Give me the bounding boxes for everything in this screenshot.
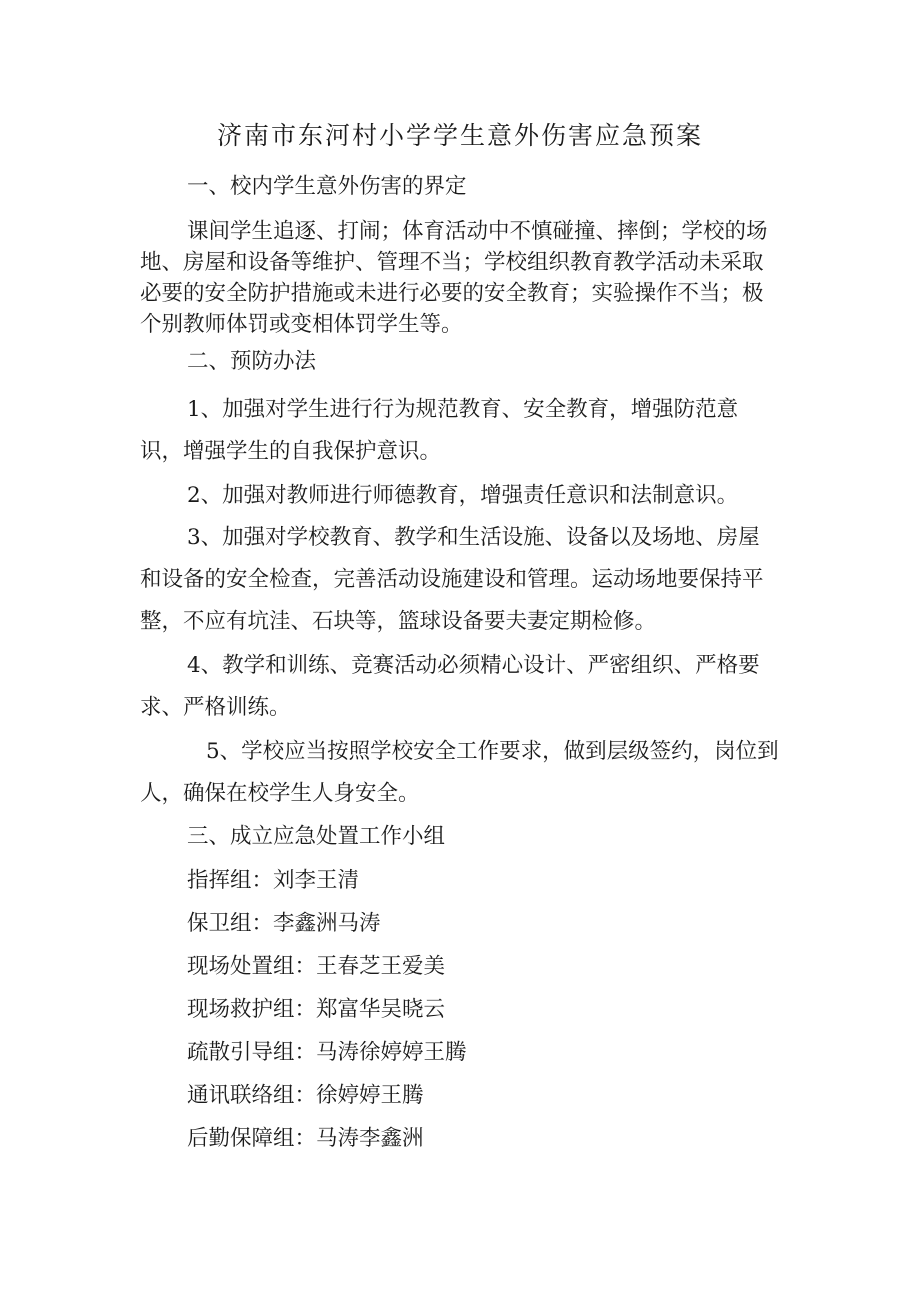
section-heading-team: 三、成立应急处置工作小组	[187, 824, 446, 849]
prevention-item-4: 4、教学和训练、竞赛活动必须精心设计、严密组织、严格要求、严格训练。	[140, 653, 760, 720]
prevention-item-2: 2、加强对教师进行师德教育，增强责任意识和法制意识。	[187, 483, 739, 508]
group-onsite-rescue: 现场救护组：郑富华吴晓云	[187, 997, 446, 1022]
document-title: 济南市东河村小学学生意外伤害应急预案	[216, 121, 703, 150]
prevention-item-5: 5、学校应当按照学校安全工作要求，做到层级签约，岗位到人，确保在校学生人身安全。	[140, 739, 779, 806]
section-heading-prevention: 二、预防办法	[187, 349, 317, 374]
group-communication: 通讯联络组：徐婷婷王腾	[187, 1083, 424, 1108]
section-heading-definition: 一、校内学生意外伤害的界定	[187, 174, 467, 199]
group-logistics: 后勤保障组：马涛李鑫洲	[187, 1126, 424, 1151]
group-command: 指挥组：刘李王清	[187, 868, 360, 893]
prevention-item-1: 1、加强对学生进行行为规范教育、安全教育，增强防范意识，增强学生的自我保护意识。	[140, 397, 739, 464]
group-onsite-handling: 现场处置组：王春芝王爱美	[187, 954, 446, 979]
group-security: 保卫组：李鑫洲马涛	[187, 911, 381, 936]
prevention-item-3: 3、加强对学校教育、教学和生活设施、设备以及场地、房屋和设备的安全检查，完善活动设施建设和管理。运动场地要保持平整，不应有坑洼、石块等，篮球设备要夫妻定期检修。	[140, 525, 764, 634]
definition-paragraph: 课间学生追逐、打闹；体育活动中不慎碰撞、摔倒；学校的场地、房屋和设备等维护、管理不当；学校组织教育教学活动未采取必要的安全防护措施或未进行必要的安全教育；实验操作不当；极个别教师体罚或变相体罚学生等。	[140, 219, 768, 337]
group-evacuation: 疏散引导组：马涛徐婷婷王腾	[187, 1040, 467, 1065]
